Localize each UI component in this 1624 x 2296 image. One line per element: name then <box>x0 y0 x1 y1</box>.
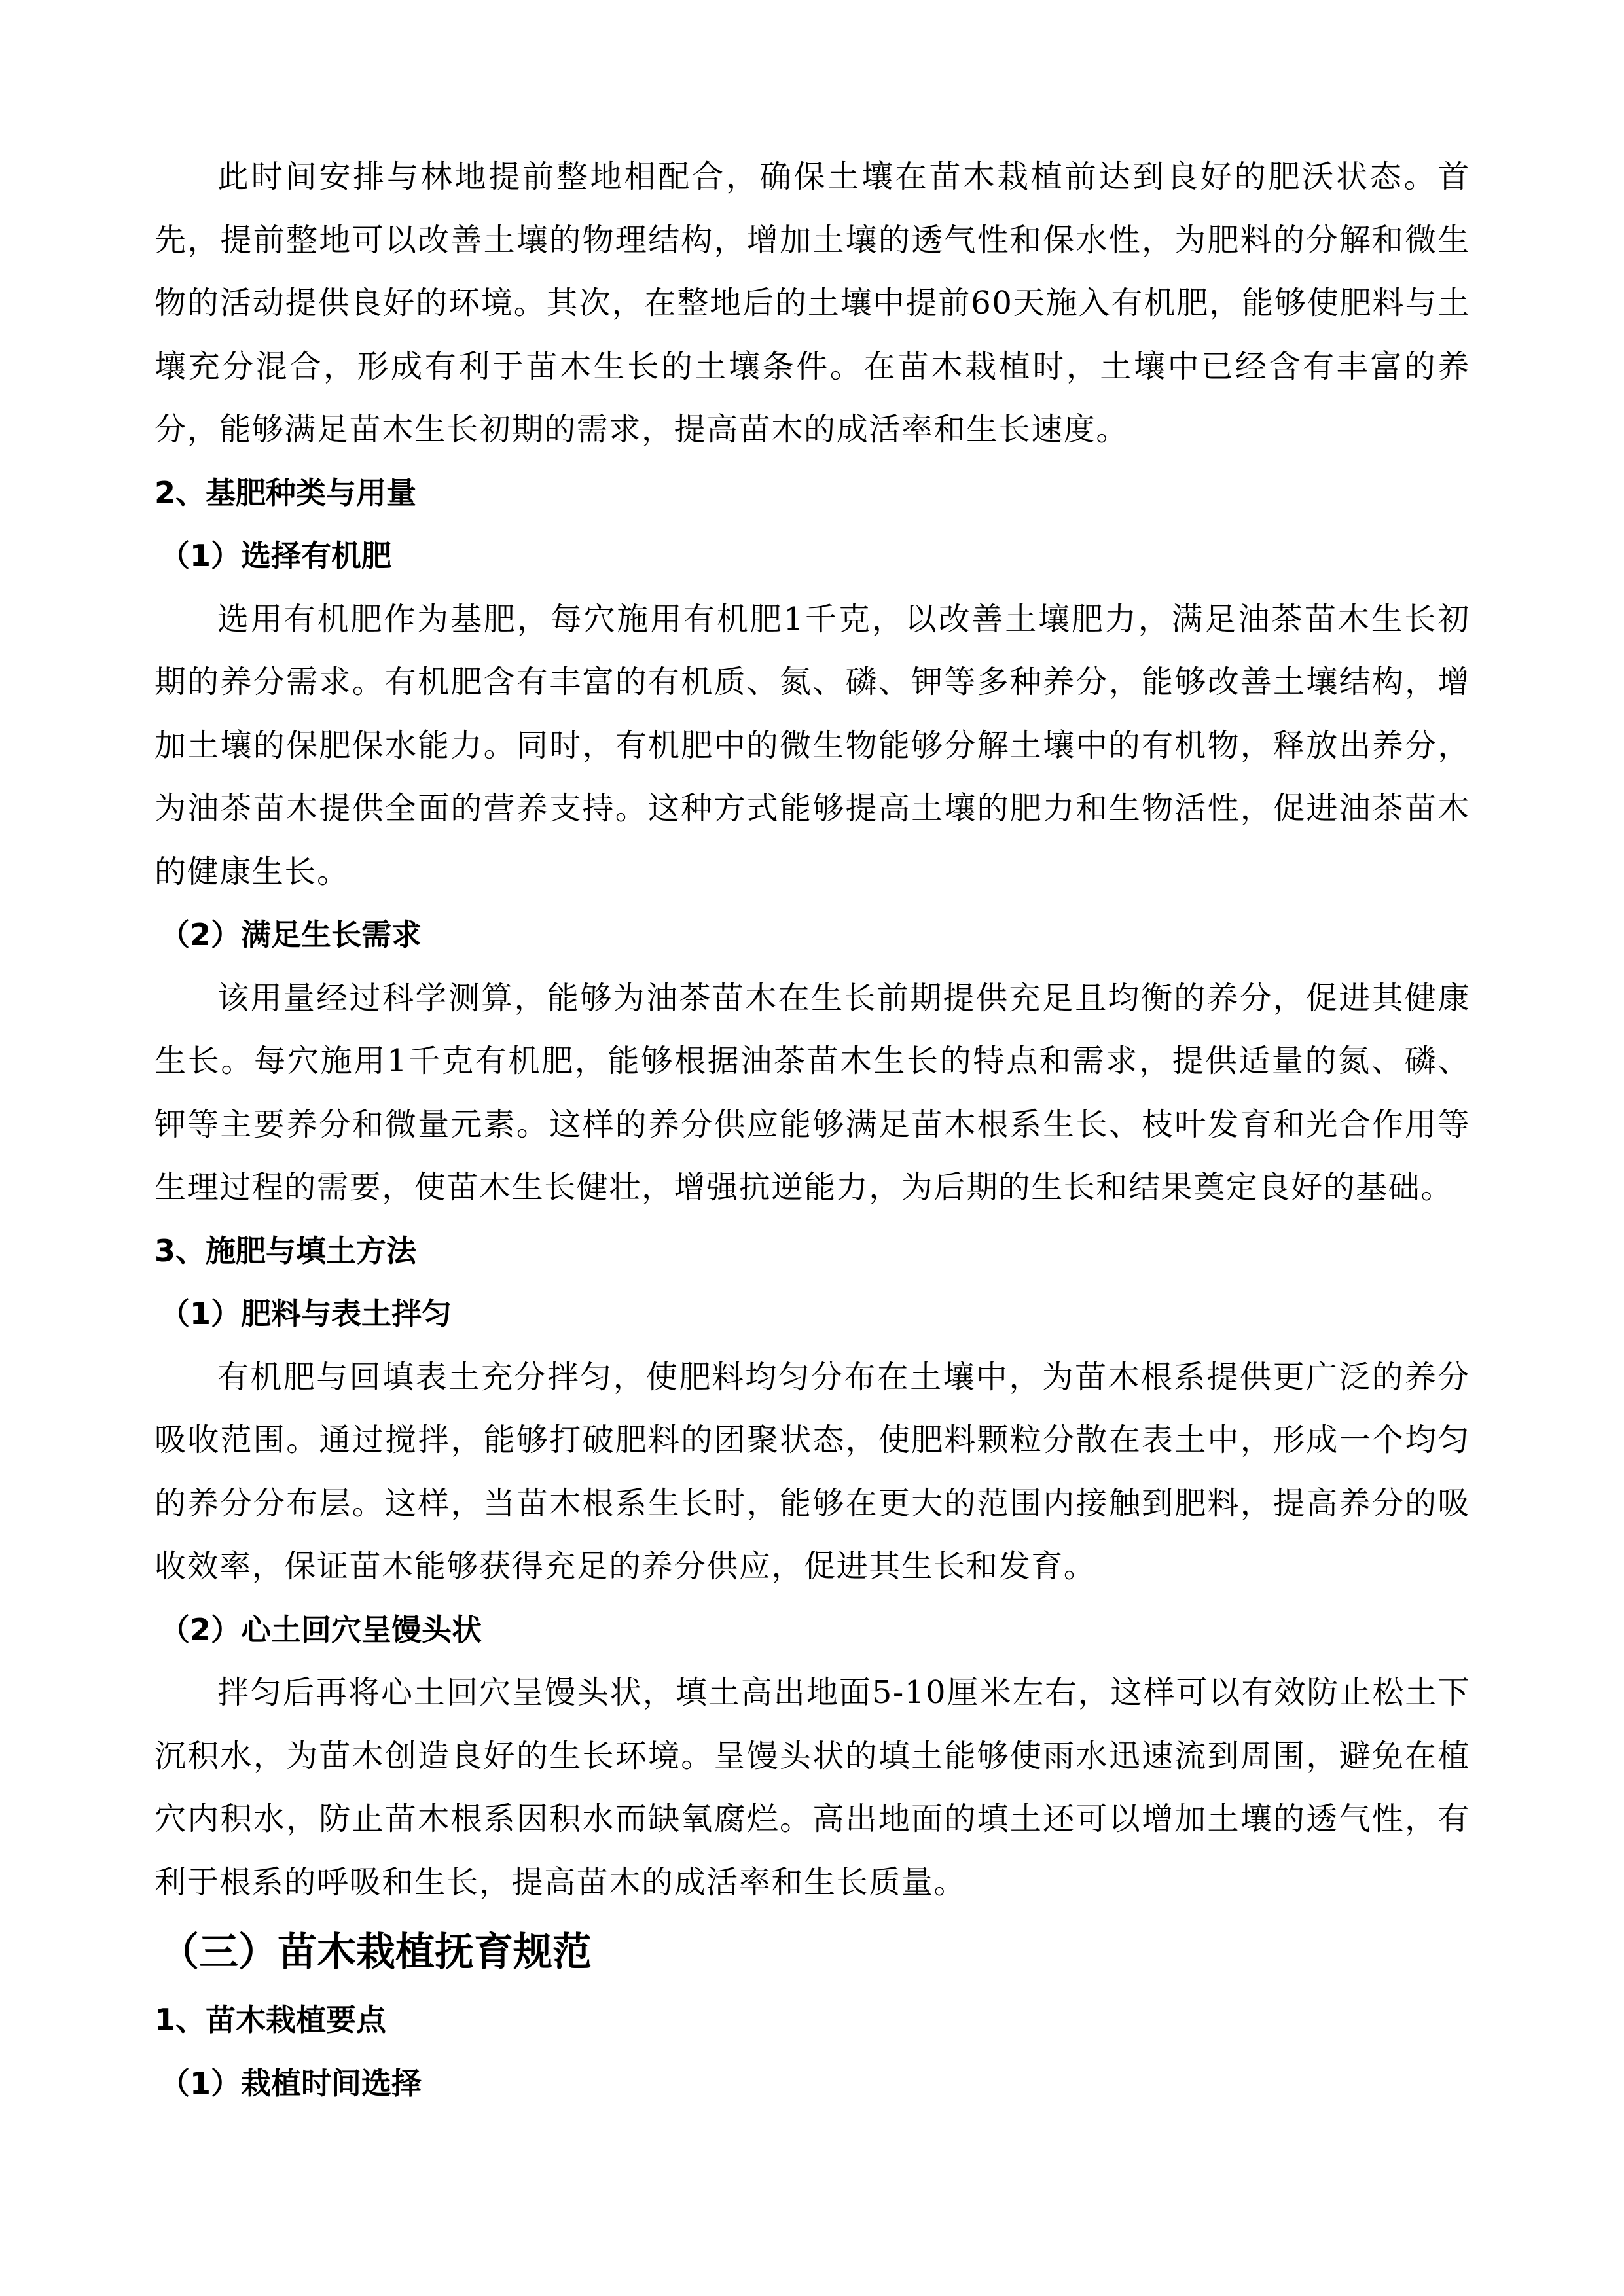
section-heading-planting: （三）苗木栽植抚育规范 <box>160 1929 592 1975</box>
paragraph-growth-needs: 该用量经过科学测算，能够为油茶苗木在生长前期提供充足且均衡的养分，促进其健康生长。每穴施用1千克有机肥，能够根据油茶苗木生长的特点和需求，提供适量的氮、磷、钾等主要养分和微量元素。这样的养分供应能够满足苗木根系生长、枝叶发育和光合作用等生理过程的需要，使苗木生长健壮，增强抗逆能力，为后期的生长和结果奠定良好的基础。 <box>154 979 1470 1206</box>
subheading-choose-organic: （1）选择有机肥 <box>160 538 392 573</box>
document-page <box>154 145 1470 2115</box>
paragraph-soil-preparation: 此时间安排与林地提前整地相配合，确保土壤在苗木栽植前达到良好的肥沃状态。首先，提前整地可以改善土壤的物理结构，增加土壤的透气性和保水性，为肥料的分解和微生物的活动提供良好的环境。其次，在整地后的土壤中提前60天施入有机肥，能够使肥料与土壤充分混合，形成有利于苗木生长的土壤条件。在苗木栽植时，土壤中已经含有丰富的养分，能够满足苗木生长初期的需求，提高苗木的成活率和生长速度。 <box>154 158 1470 448</box>
heading-fertilizing-method: 3、施肥与填土方法 <box>154 1232 417 1268</box>
subheading-mix-topsoil: （1）肥料与表土拌匀 <box>160 1296 452 1331</box>
paragraph-organic-fertilizer: 选用有机肥作为基肥，每穴施用有机肥1千克，以改善土壤肥力，满足油茶苗木生长初期的养分需求。有机肥含有丰富的有机质、氮、磷、钾等多种养分，能够改善土壤结构，增加土壤的保肥保水能力。同时，有机肥中的微生物能够分解土壤中的有机物，释放出养分，为油茶苗木提供全面的营养支持。这种方式能够提高土壤的肥力和生物活性，促进油茶苗木的健康生长。 <box>154 600 1470 890</box>
heading-planting-points: 1、苗木栽植要点 <box>154 2002 387 2037</box>
subheading-planting-time: （1）栽植时间选择 <box>160 2065 422 2101</box>
subheading-mound-shape: （2）心土回穴呈馒头状 <box>160 1611 482 1647</box>
subheading-growth-needs: （2）满足生长需求 <box>160 917 422 952</box>
heading-base-fertilizer: 2、基肥种类与用量 <box>154 475 417 511</box>
paragraph-mix-topsoil: 有机肥与回填表土充分拌匀，使肥料均匀分布在土壤中，为苗木根系提供更广泛的养分吸收范围。通过搅拌，能够打破肥料的团聚状态，使肥料颗粒分散在表土中，形成一个均匀的养分分布层。这样，当苗木根系生长时，能够在更大的范围内接触到肥料，提高养分的吸收效率，保证苗木能够获得充足的养分供应，促进其生长和发育。 <box>154 1358 1470 1585</box>
paragraph-mound-shape: 拌匀后再将心土回穴呈馒头状，填土高出地面5-10厘米左右，这样可以有效防止松土下沉积水，为苗木创造良好的生长环境。呈馒头状的填土能够使雨水迅速流到周围，避免在植穴内积水，防止苗木根系因积水而缺氧腐烂。高出地面的填土还可以增加土壤的透气性，有利于根系的呼吸和生长，提高苗木的成活率和生长质量。 <box>154 1674 1470 1901</box>
